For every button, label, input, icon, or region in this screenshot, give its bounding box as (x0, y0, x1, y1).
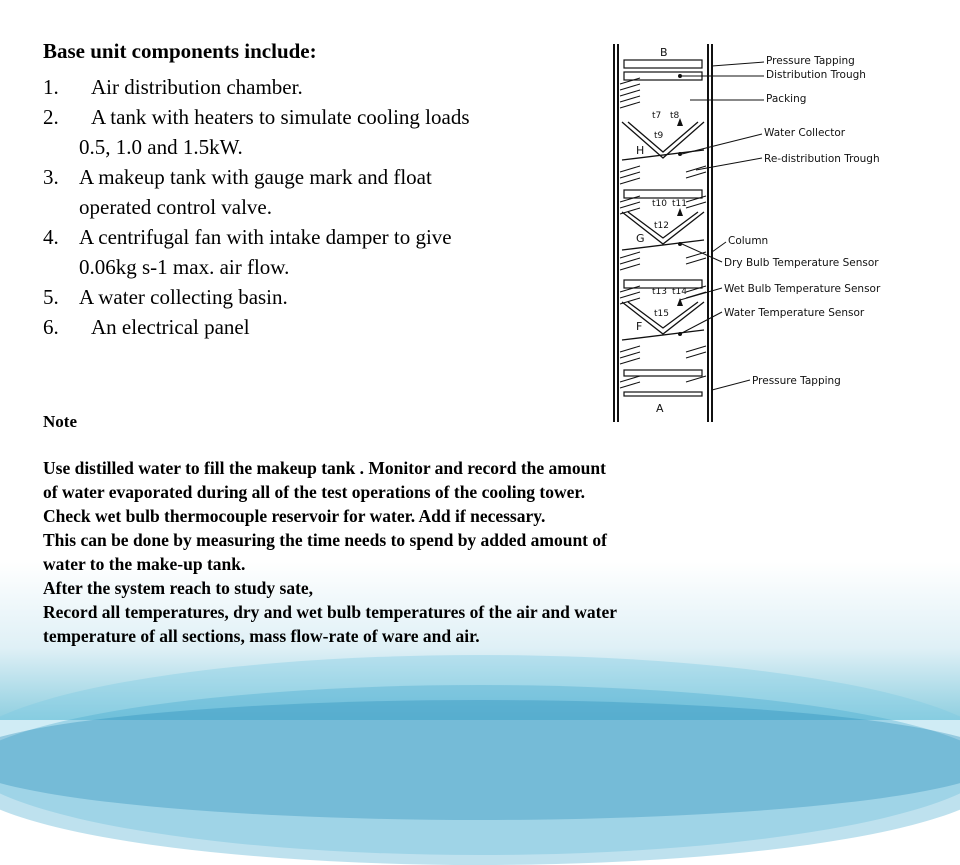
label-wet-bulb-sensor: Wet Bulb Temperature Sensor (724, 283, 881, 295)
list-item: 4. A centrifugal fan with intake damper to give (43, 225, 452, 249)
note-line: temperature of all sections, mass flow-rate of ware and air. (43, 626, 480, 646)
sensor-label-t7: t7 (652, 111, 662, 121)
sensor-label-t10: t10 (652, 199, 667, 209)
list-item: 6. An electrical panel (43, 315, 250, 339)
list-item: 3. A makeup tank with gauge mark and float (43, 165, 432, 189)
diagram-svg (586, 30, 932, 426)
sensor-label-t14: t14 (672, 287, 687, 297)
note-line: Record all temperatures, dry and wet bulb temperatures of the air and water (43, 602, 618, 622)
label-water-temp-sensor: Water Temperature Sensor (724, 307, 865, 319)
sensor-label-t13: t13 (652, 287, 667, 297)
label-pressure-tapping-top: Pressure Tapping (766, 55, 855, 67)
sensor-label-t8: t8 (670, 111, 680, 121)
components-list (43, 72, 583, 342)
label-redistribution-trough: Re-distribution Trough (764, 153, 880, 165)
note-line: Check wet bulb thermocouple reservoir for water. Add if necessary. (43, 506, 546, 526)
section-label-a: A (656, 402, 664, 415)
note-line: After the system reach to study sate, (43, 578, 314, 598)
label-water-collector: Water Collector (764, 127, 846, 139)
sensor-label-t11: t11 (672, 199, 687, 209)
list-item: 2. A tank with heaters to simulate cooling loads (43, 105, 470, 129)
sensor-label-t12: t12 (654, 221, 669, 231)
label-distribution-trough: Distribution Trough (766, 69, 866, 81)
components-section (43, 36, 583, 342)
note-line: Use distilled water to fill the makeup tank . Monitor and record the amount (43, 458, 606, 478)
section-label-f: F (636, 320, 643, 333)
section-label-h: H (636, 144, 645, 157)
sensor-label-t9: t9 (654, 131, 664, 141)
label-column: Column (728, 235, 769, 247)
label-pressure-tapping-bottom: Pressure Tapping (752, 375, 841, 387)
note-title: Note (43, 412, 77, 431)
list-item-continuation: operated control valve. (79, 195, 272, 219)
list-item-continuation: 0.06kg s-1 max. air flow. (79, 255, 290, 279)
components-heading: Base unit components include: (43, 39, 317, 63)
note-line: water to the make-up tank. (43, 554, 246, 574)
background-wave (0, 700, 960, 820)
sensor-label-t15: t15 (654, 309, 669, 319)
note-section (43, 412, 903, 648)
note-line: This can be done by measuring the time needs to spend by added amount of (43, 530, 607, 550)
label-packing: Packing (766, 93, 807, 105)
list-item: 1. Air distribution chamber. (43, 75, 303, 99)
note-line: of water evaporated during all of the test operations of the cooling tower. (43, 482, 585, 502)
section-label-g: G (636, 232, 645, 245)
list-item: 5. A water collecting basin. (43, 285, 288, 309)
section-label-b: B (660, 46, 668, 59)
cooling-tower-diagram (586, 30, 932, 426)
label-dry-bulb-sensor: Dry Bulb Temperature Sensor (724, 257, 879, 269)
list-item-continuation: 0.5, 1.0 and 1.5kW. (79, 135, 243, 159)
